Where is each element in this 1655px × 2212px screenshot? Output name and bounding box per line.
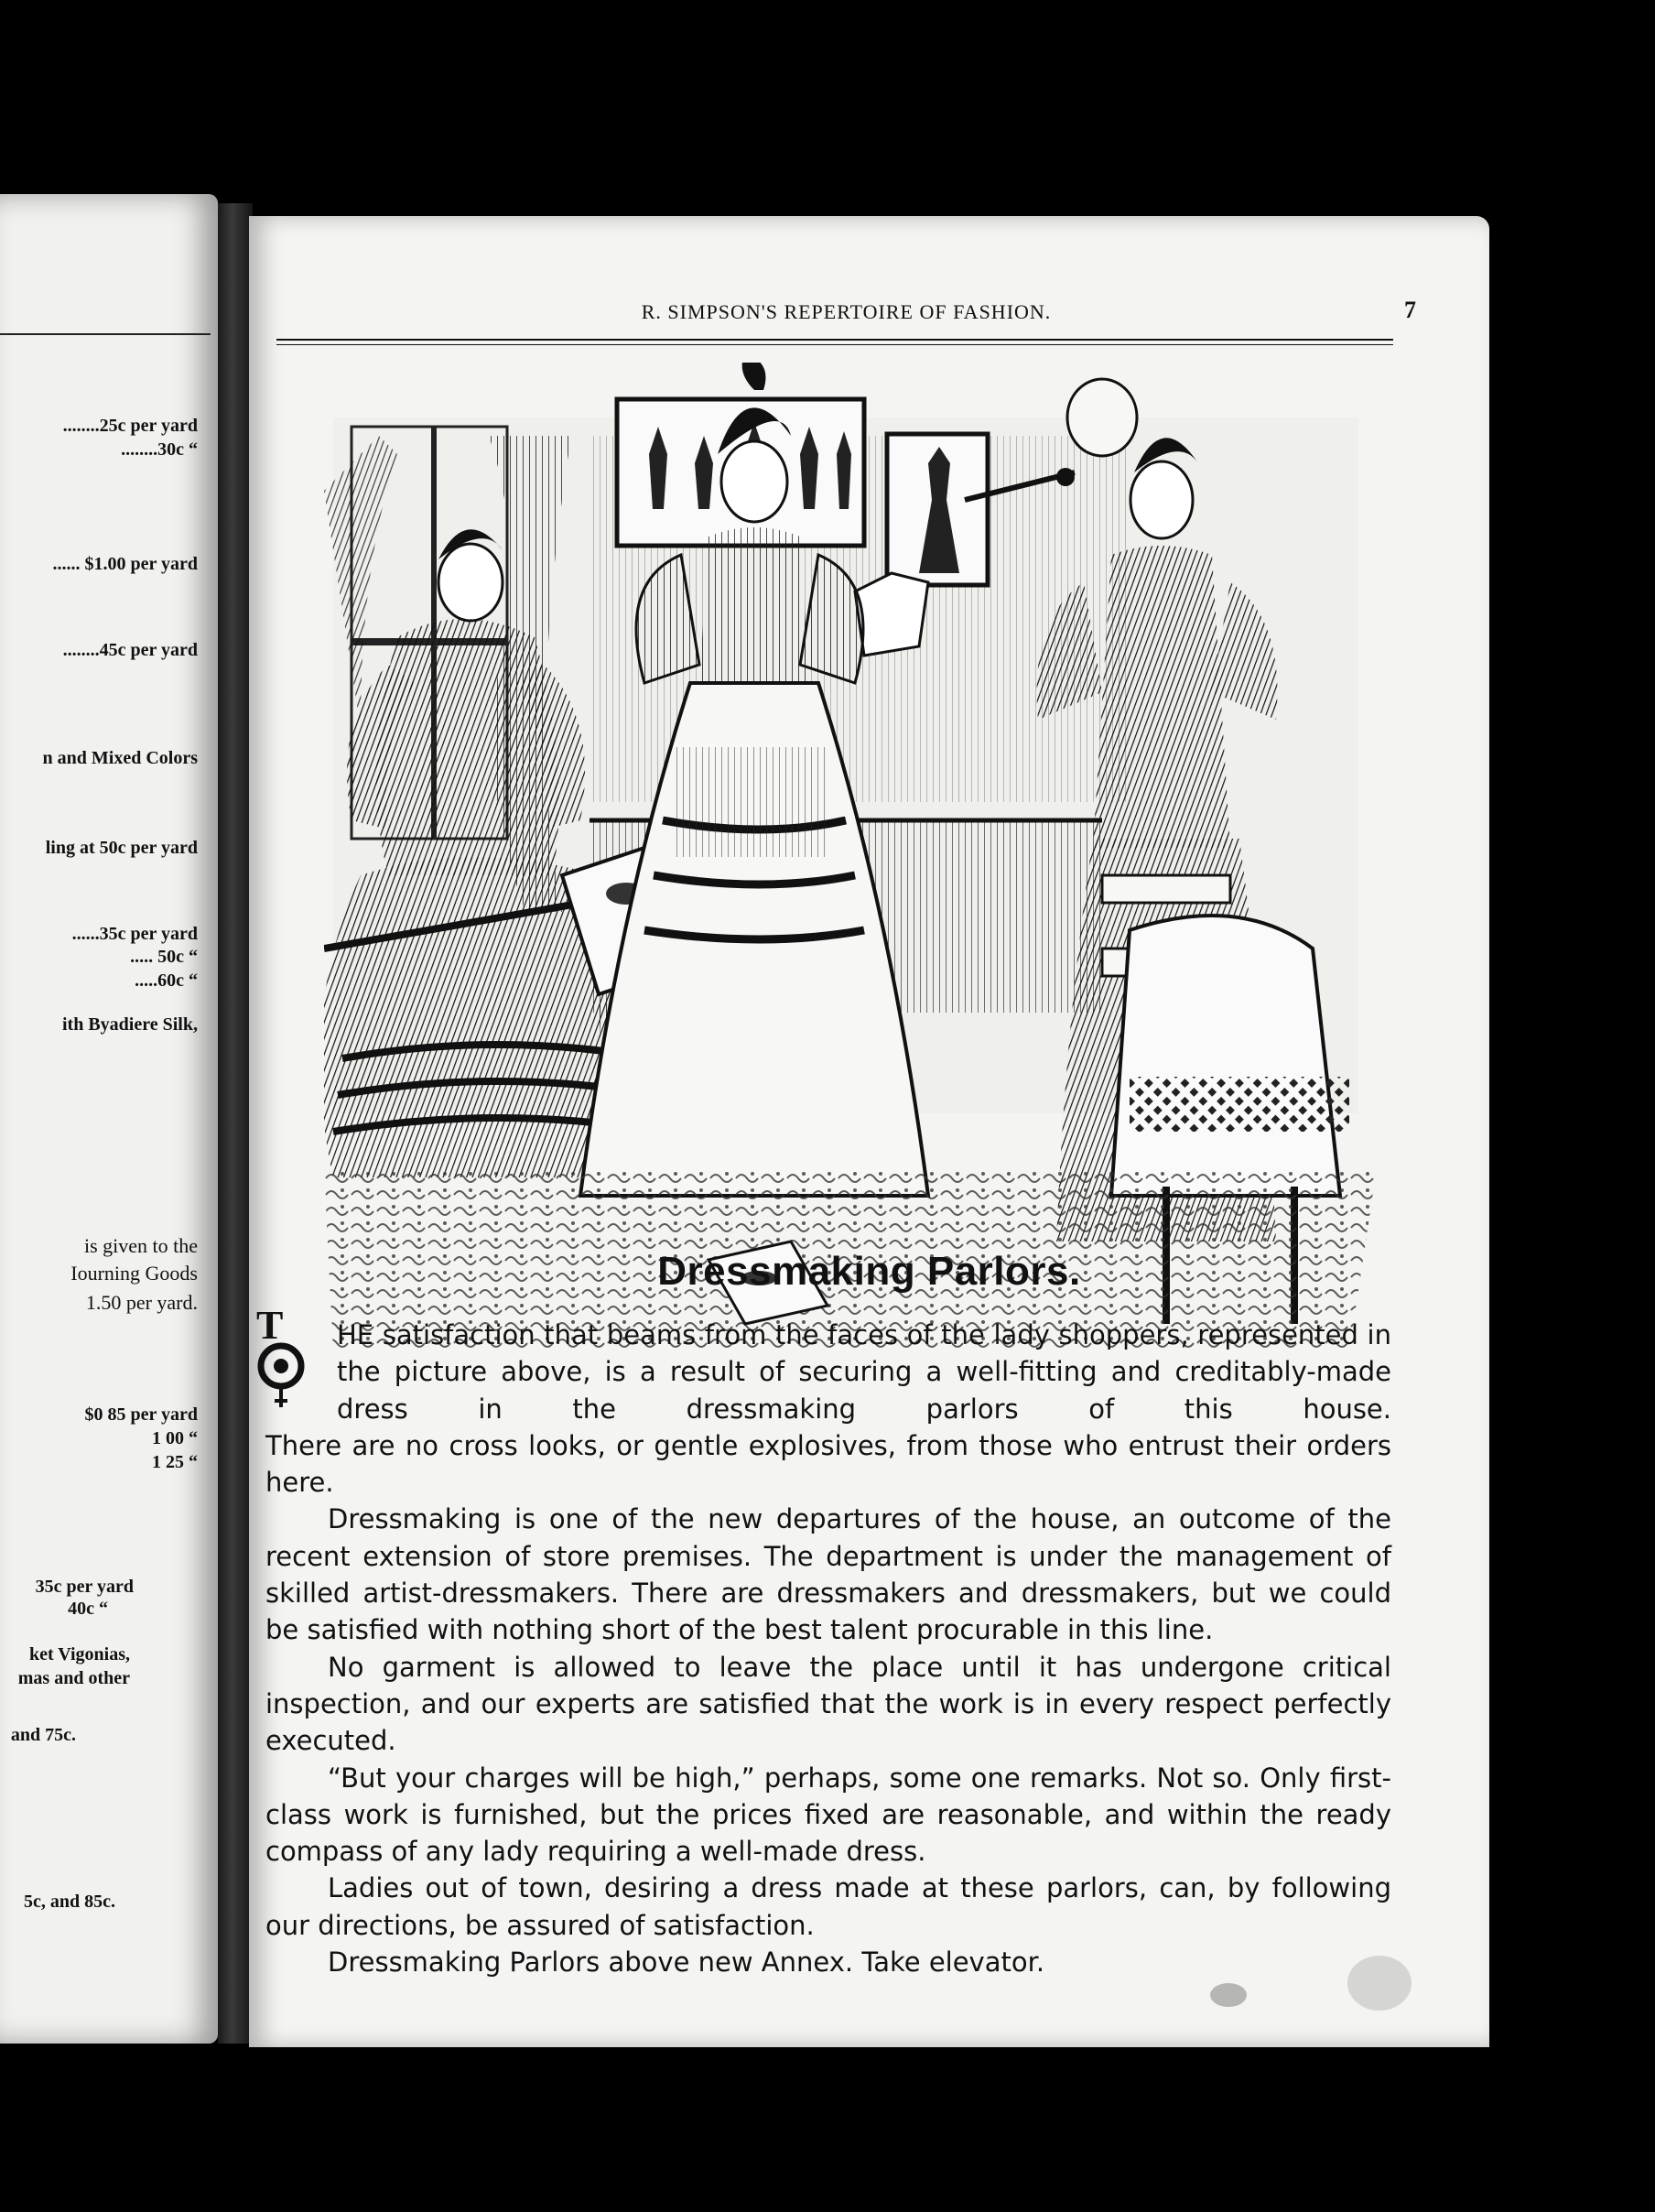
left-line: ith Byadiere Silk, <box>62 1014 198 1035</box>
dressmaking-parlor-illustration <box>324 363 1377 1379</box>
left-line: ........30c “ <box>121 439 198 460</box>
left-line: .....60c “ <box>135 970 198 991</box>
page-header <box>276 297 1416 337</box>
left-line: ........45c per yard <box>62 640 198 660</box>
book-gutter <box>218 203 253 2044</box>
paragraph-6: Dressmaking Parlors above new Annex. Take elevator. <box>328 1946 1045 1979</box>
paragraph-opening: HE satisfaction that beams from the faces of the lady shoppers, represented in the picture above, is a result of securing a well-fitting and creditably-made dress in the dressmaking parlors of this house. <box>337 1319 1391 1425</box>
article-body <box>265 1317 1391 1980</box>
running-head: R. SIMPSON'S REPERTOIRE OF FASHION. <box>641 300 1052 323</box>
header-rule <box>276 339 1393 341</box>
paragraph-5: Ladies out of town, desiring a dress made at these parlors, can, by following our directions, be assured of satisfaction. <box>265 1872 1391 1941</box>
drop-cap-letter: T <box>256 1303 284 1348</box>
left-line: 35c per yard <box>35 1577 134 1597</box>
left-line: is given to the <box>83 1234 198 1257</box>
left-line: 1.50 per yard. <box>85 1291 198 1314</box>
article-title: Dressmaking Parlors. <box>657 1249 1081 1294</box>
left-line: 1 25 “ <box>152 1452 198 1472</box>
left-line: 40c “ <box>68 1599 108 1619</box>
left-line: 1 00 “ <box>152 1428 198 1448</box>
header-rule <box>276 344 1393 345</box>
left-line: ......35c per yard <box>71 924 198 944</box>
paragraph-1-end: There are no cross looks, or gentle explosives, from those who entrust their orders here. <box>265 1429 1391 1499</box>
paragraph-2: Dressmaking is one of the new departures of the house, an outcome of the recent extension of store premises. The department is under the management of skilled artist-dressmakers. There are dressmakers and dressmakers, but we could be satisfied with nothing short of the best talent procurable in this line. <box>265 1503 1391 1646</box>
left-line: and 75c. <box>10 1725 76 1745</box>
paragraph-3: No garment is allowed to leave the place until it has undergone critical inspection, and our experts are satisfied that the work is in every respect perfectly executed. <box>265 1651 1391 1757</box>
left-line: ........25c per yard <box>62 416 198 436</box>
paragraph-4: “But your charges will be high,” perhaps, some one remarks. Not so. Only first-class work is furnished, but the prices fixed are reasonable, and within the ready compass of any lady requiring a well-made dress. <box>265 1762 1391 1868</box>
left-line: ...... $1.00 per yard <box>52 554 198 574</box>
left-line: 5c, and 85c. <box>24 1892 115 1912</box>
paper-stain <box>1347 1956 1412 2011</box>
paper-stain <box>1210 1983 1247 2007</box>
left-line: ket Vigonias, <box>28 1644 130 1664</box>
page-number: 7 <box>1404 297 1416 323</box>
article-paragraph-1 <box>265 1317 1391 1427</box>
left-line: ling at 50c per yard <box>45 838 198 858</box>
left-page-rule <box>0 333 211 335</box>
left-line: mas and other <box>17 1668 130 1688</box>
right-page <box>249 216 1489 2047</box>
left-line: $0 85 per yard <box>84 1404 198 1425</box>
left-line: ..... 50c “ <box>130 947 198 967</box>
left-page-fragment <box>0 194 218 2044</box>
left-line: n and Mixed Colors <box>42 748 198 768</box>
left-line: Iourning Goods <box>70 1262 198 1285</box>
